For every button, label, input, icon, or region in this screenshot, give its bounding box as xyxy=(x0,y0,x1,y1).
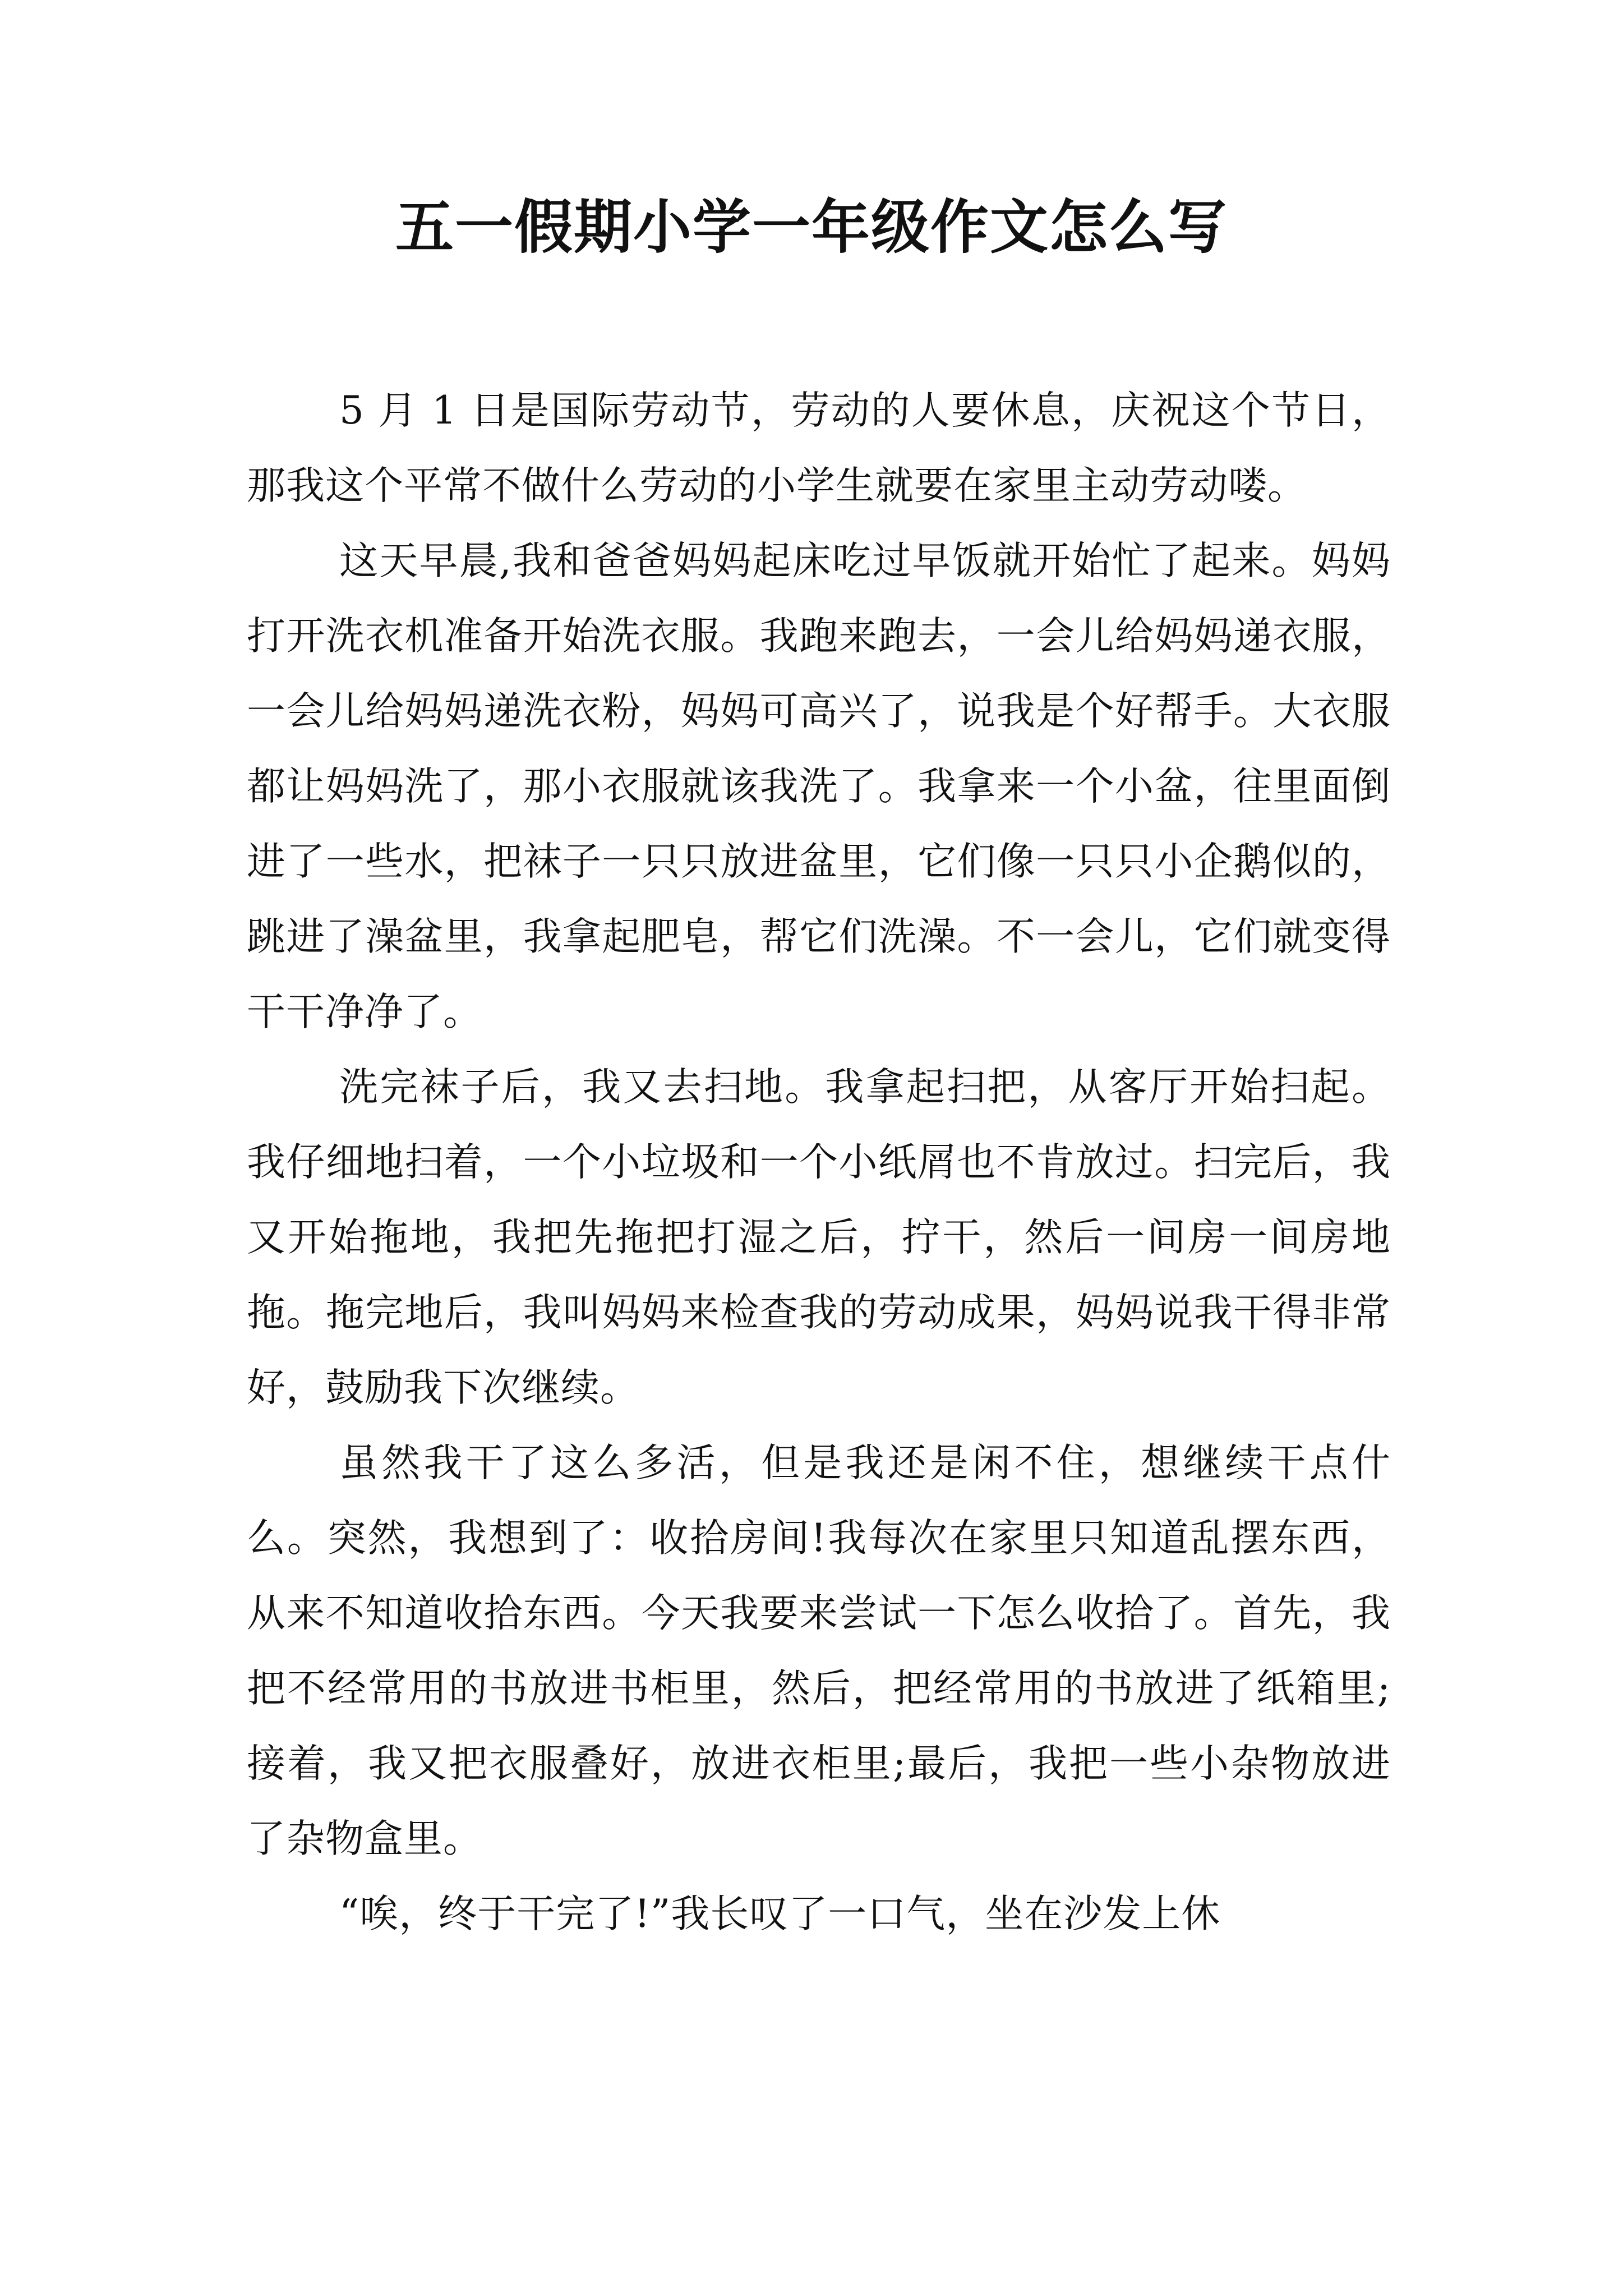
paragraph: 这天早晨,我和爸爸妈妈起床吃过早饭就开始忙了起来。妈妈打开洗衣机准备开始洗衣服。我跑来跑去，一会儿给妈妈递衣服，一会儿给妈妈递洗衣粉，妈妈可高兴了，说我是个好帮手。大衣服都让妈妈洗了，那小衣服就该我洗了。我拿来一个小盆，往里面倒进了一些水，把袜子一只只放进盆里，它们像一只只小企鹅似的，跳进了澡盆里，我拿起肥皂，帮它们洗澡。不一会儿，它们就变得干干净净了。 xyxy=(247,539,1391,1034)
paragraph: 虽然我干了这么多活，但是我还是闲不住，想继续干点什么。突然，我想到了：收拾房间!我每次在家里只知道乱摆东西，从来不知道收拾东西。今天我要来尝试一下怎么收拾了。首先，我把不经常用的书放进书柜里，然后，把经常用的书放进了纸箱里;接着，我又把衣服叠好，放进衣柜里;最后，我把一些小杂物放进了杂物盒里。 xyxy=(247,1441,1391,1861)
document-title: 五一假期小学一年级作文怎么写 xyxy=(395,192,1228,261)
paragraph: 5 月 1 日是国际劳动节，劳动的人要休息，庆祝这个节日，那我这个平常不做什么劳动的小学生就要在家里主动劳动喽。 xyxy=(247,388,1391,508)
paragraph: 洗完袜子后，我又去扫地。我拿起扫把，从客厅开始扫起。我仔细地扫着，一个小垃圾和一个小纸屑也不肯放过。扫完后，我又开始拖地，我把先拖把打湿之后，拧干，然后一间房一间房地拖。拖完地后，我叫妈妈来检查我的劳动成果，妈妈说我干得非常好，鼓励我下次继续。 xyxy=(247,1065,1391,1410)
document-body xyxy=(247,373,1391,1952)
paragraph: “唉，终于干完了!”我长叹了一口气，坐在沙发上休 xyxy=(339,1892,1221,1936)
